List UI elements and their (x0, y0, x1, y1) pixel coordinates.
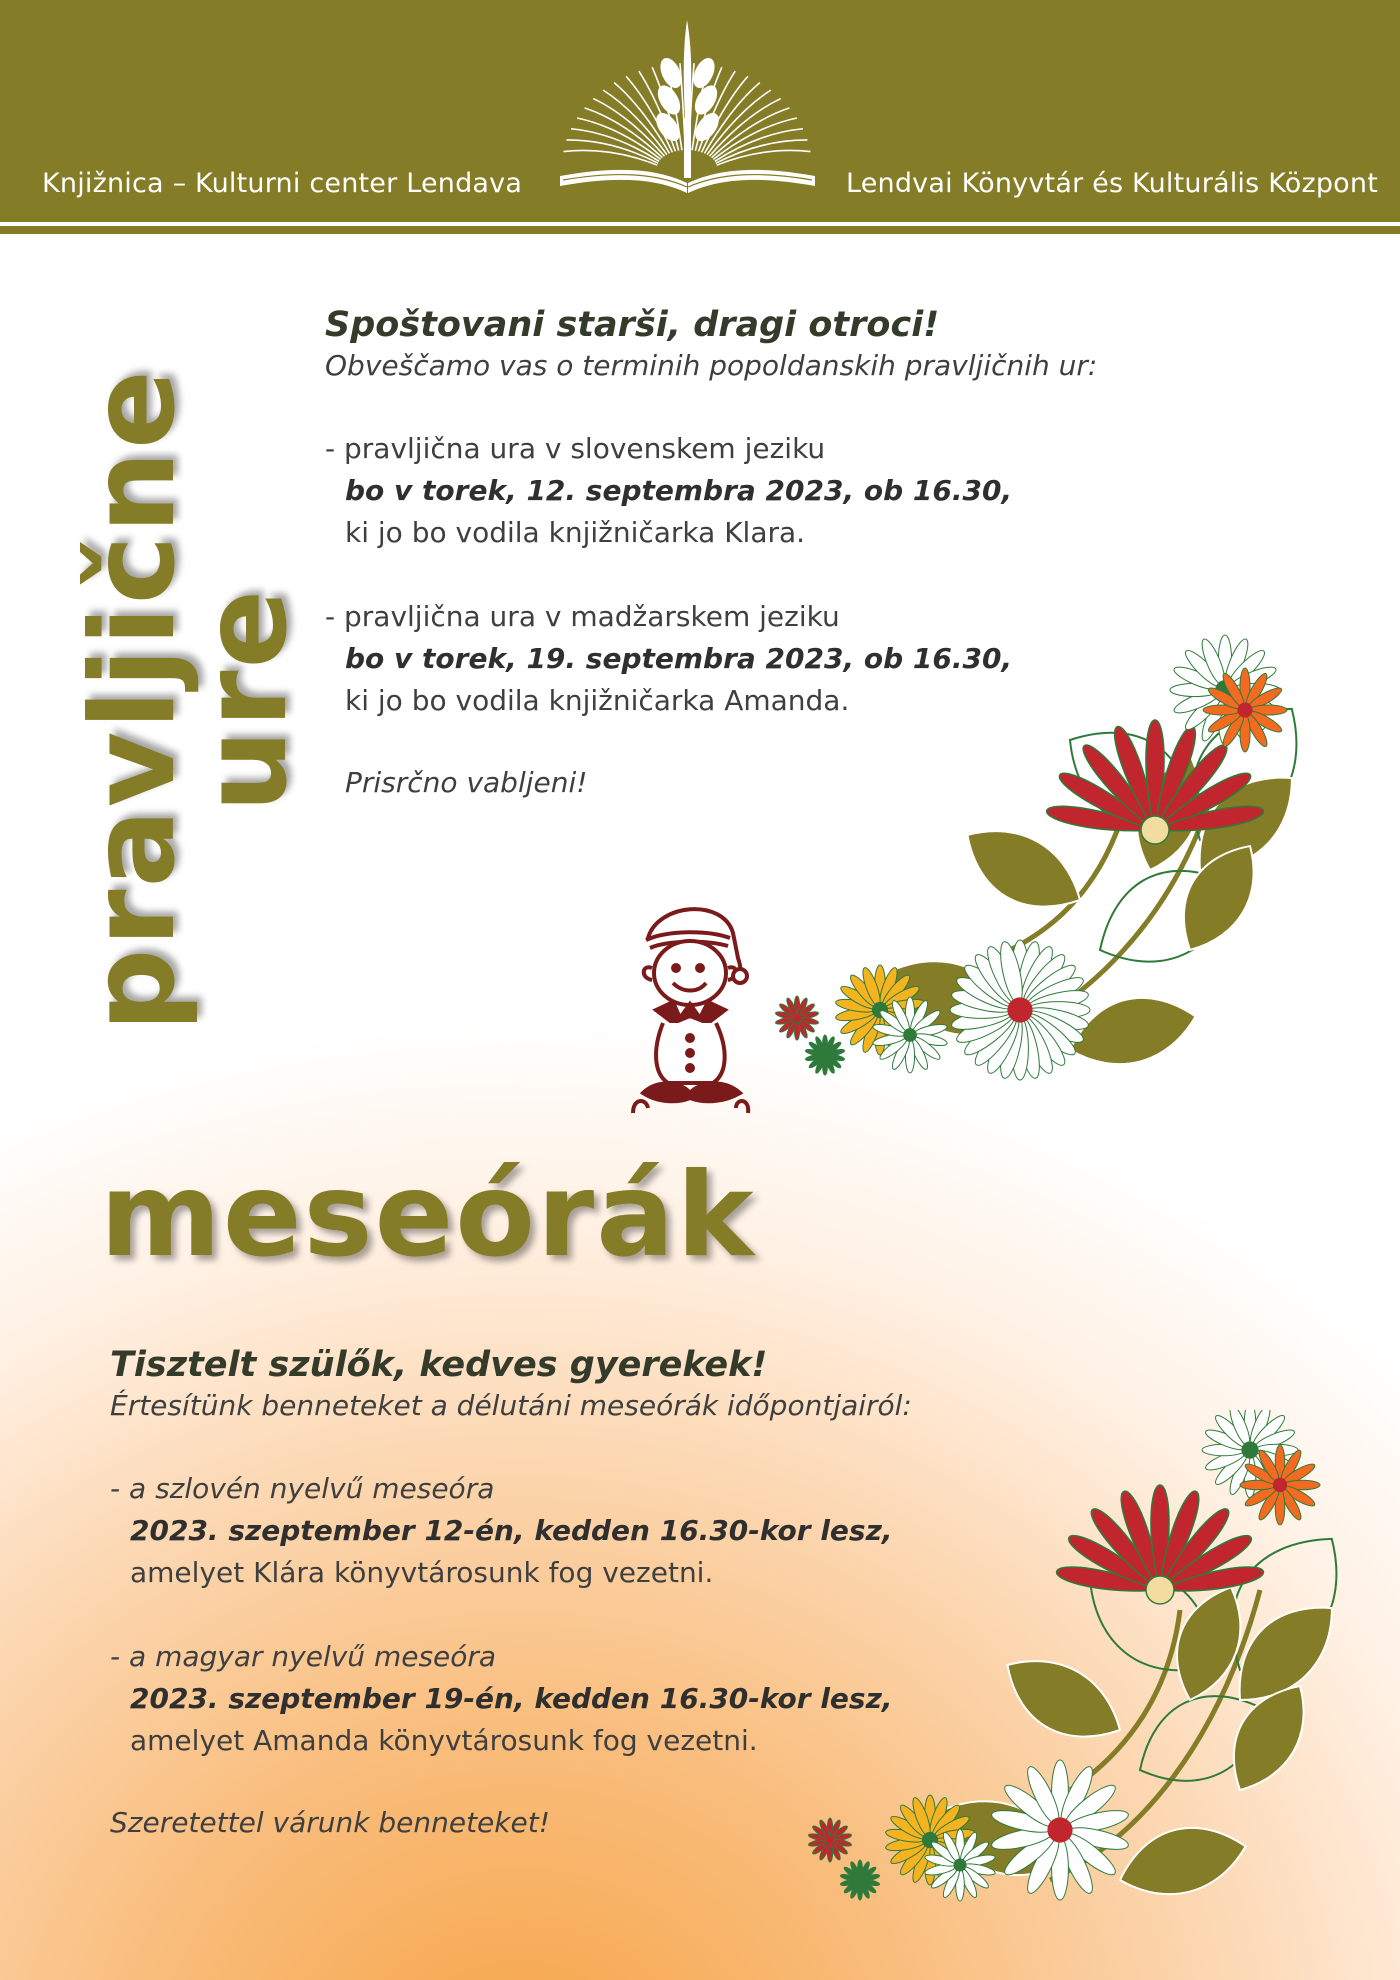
flower-cluster-bottom-icon (790, 1410, 1390, 1960)
leaf (1111, 1813, 1253, 1908)
hungarian-closing: Szeretettel várunk benneteket! (110, 1806, 550, 1839)
slovene-session2-date: bo v torek, 19. septembra 2023, ob 16.30, (345, 642, 1013, 675)
header-right-text: Lendvai Könyvtár és Kulturális Központ (845, 168, 1378, 199)
daisy-red-small (775, 996, 819, 1040)
slovene-closing: Prisrčno vabljeni! (345, 766, 588, 799)
slovene-intro: Obveščamo vas o terminih popoldanskih pravljičnih ur: (325, 349, 1098, 382)
slovene-session1-date: bo v torek, 12. septembra 2023, ob 16.30, (345, 474, 1013, 507)
header-left-text: Knjižnica – Kulturni center Lendava (42, 168, 523, 199)
hungarian-session1-date: 2023. szeptember 12-én, kedden 16.30-kor lesz, (130, 1514, 893, 1547)
slovene-session1-host: ki jo bo vodila knjižničarka Klara. (345, 516, 806, 549)
header-divider (0, 226, 1400, 234)
daisy-green-small (805, 1035, 845, 1075)
slovene-session2-line1: - pravljična ura v madžarskem jeziku (325, 600, 840, 633)
slovene-title-line1: pravljične (66, 368, 201, 1032)
hungarian-intro: Értesítünk benneteket a délutáni meseórák időpontjairól: (110, 1389, 912, 1422)
hungarian-session2-date: 2023. szeptember 19-én, kedden 16.30-kor lesz, (130, 1682, 893, 1715)
slovene-session2-host: ki jo bo vodila knjižničarka Amanda. (345, 684, 850, 717)
hungarian-greeting: Tisztelt szülők, kedves gyerekek! (110, 1345, 768, 1385)
hungarian-session1-line1: - a szlovén nyelvű meseóra (110, 1472, 495, 1505)
daisy-red-small (808, 1818, 852, 1862)
slovene-title (66, 368, 313, 1032)
slovene-greeting: Spoštovani starši, dragi otroci! (325, 305, 940, 345)
slovene-session1-line1: - pravljična ura v slovenskem jeziku (325, 432, 826, 465)
elf-illustration-icon (628, 898, 758, 1123)
daisy-white (950, 940, 1090, 1080)
leaf (950, 810, 1094, 930)
red-fan-flower (1055, 1485, 1265, 1604)
hungarian-title: meseórák (100, 1148, 756, 1283)
book-logo-icon (555, 18, 820, 200)
leaf (990, 1640, 1134, 1760)
hungarian-session2-host: amelyet Amanda könyvtárosunk fog vezetni. (130, 1724, 758, 1757)
daisy-green (1170, 635, 1280, 745)
slovene-title-line2: ure (178, 587, 313, 813)
flower-cluster-top-icon (770, 620, 1390, 1140)
hungarian-session2-line1: - a magyar nyelvű meseóra (110, 1640, 497, 1673)
daisy-green-small (840, 1860, 880, 1900)
hungarian-session1-host: amelyet Klára könyvtárosunk fog vezetni. (130, 1556, 714, 1589)
